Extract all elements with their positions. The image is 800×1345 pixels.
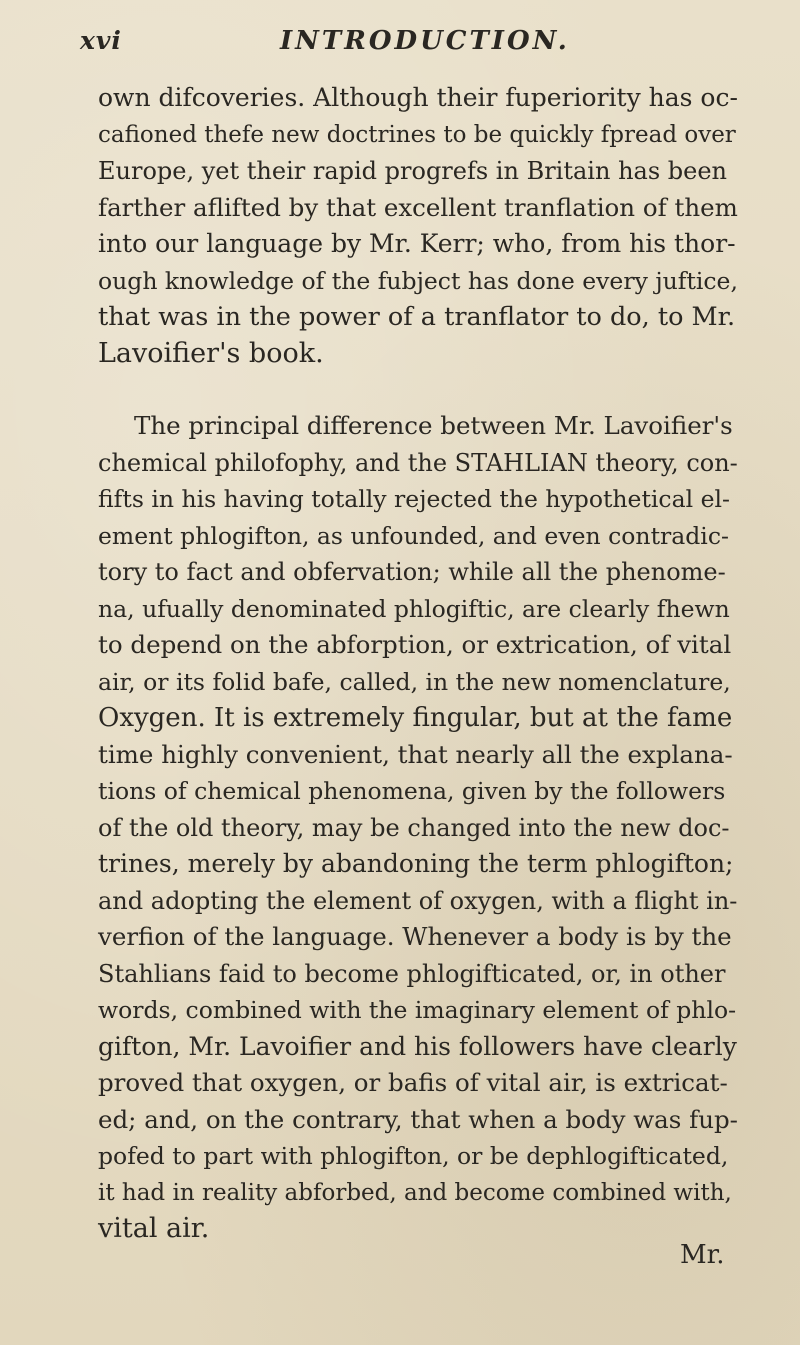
text-line: it had in reality abforbed, and become combined with,	[98, 1179, 732, 1206]
text-line: ement phlogifton, as unfounded, and even contradic-	[98, 521, 729, 550]
text-line: time highly convenient, that nearly all the explana-	[98, 739, 733, 769]
text-line: of the old theory, may be changed into the new doc-	[98, 813, 730, 842]
text-line: ed; and, on the contrary, that when a body was fup-	[98, 1104, 738, 1134]
text-line: tions of chemical phenomena, given by the followers	[98, 777, 726, 805]
text-line: air, or its folid bafe, called, in the new nomenclature,	[98, 667, 731, 696]
text-line: cafioned thefe new doctrines to be quickly fpread over	[98, 121, 736, 148]
text-line: that was in the power of a tranflator to do, to Mr.	[98, 302, 736, 332]
text-line: into our language by Mr. Kerr; who, from his thor-	[98, 229, 736, 258]
body-text	[98, 80, 738, 1248]
text-line: Oxygen. It is extremely fingular, but at the fame	[98, 703, 733, 733]
running-head	[80, 26, 760, 66]
text-line: farther aflifted by that excellent tranflation of them	[98, 192, 738, 222]
text-line: Lavoifier's book.	[98, 337, 324, 369]
text-line: fifts in his having totally rejected the hypothetical el-	[98, 485, 730, 513]
text-line: chemical philofophy, and the STAHLIAN theory, con-	[98, 448, 738, 477]
running-title: INTRODUCTION.	[280, 26, 570, 56]
text-line: Stahlians faid to become phlogifticated, or, in other	[98, 959, 726, 988]
text-line: proved that oxygen, or bafis of vital air, is extricat-	[98, 1068, 728, 1097]
page-number: xvi	[80, 26, 122, 55]
paragraph-2	[98, 408, 738, 1248]
text-line: and adopting the element of oxygen, with a flight in-	[98, 886, 738, 915]
paragraph-1	[98, 80, 738, 372]
text-line: verfion of the language. Whenever a body is by the	[98, 922, 732, 951]
text-line: The principal difference between Mr. Lavoifier's	[134, 411, 733, 440]
text-line: words, combined with the imaginary element of phlo-	[98, 996, 737, 1024]
text-line: pofed to part with phlogifton, or be dephlogifticated,	[98, 1142, 729, 1170]
text-line: ough knowledge of the fubject has done every juftice,	[98, 266, 738, 295]
catchword: Mr.	[680, 1240, 725, 1270]
text-line: trines, merely by abandoning the term phlogifton;	[98, 849, 734, 878]
text-line: to depend on the abforption, or extrication, of vital	[98, 630, 732, 659]
text-line: Europe, yet their rapid progrefs in Britain has been	[98, 157, 728, 185]
text-line: vital air.	[98, 1213, 210, 1244]
text-line: own difcoveries. Although their fuperiority has oc-	[98, 83, 738, 112]
text-line: gifton, Mr. Lavoifier and his followers have clearly	[98, 1031, 737, 1061]
text-line: na, ufually denominated phlogiftic, are clearly fhewn	[98, 594, 730, 623]
text-line: tory to fact and obfervation; while all the phenome-	[98, 558, 726, 586]
